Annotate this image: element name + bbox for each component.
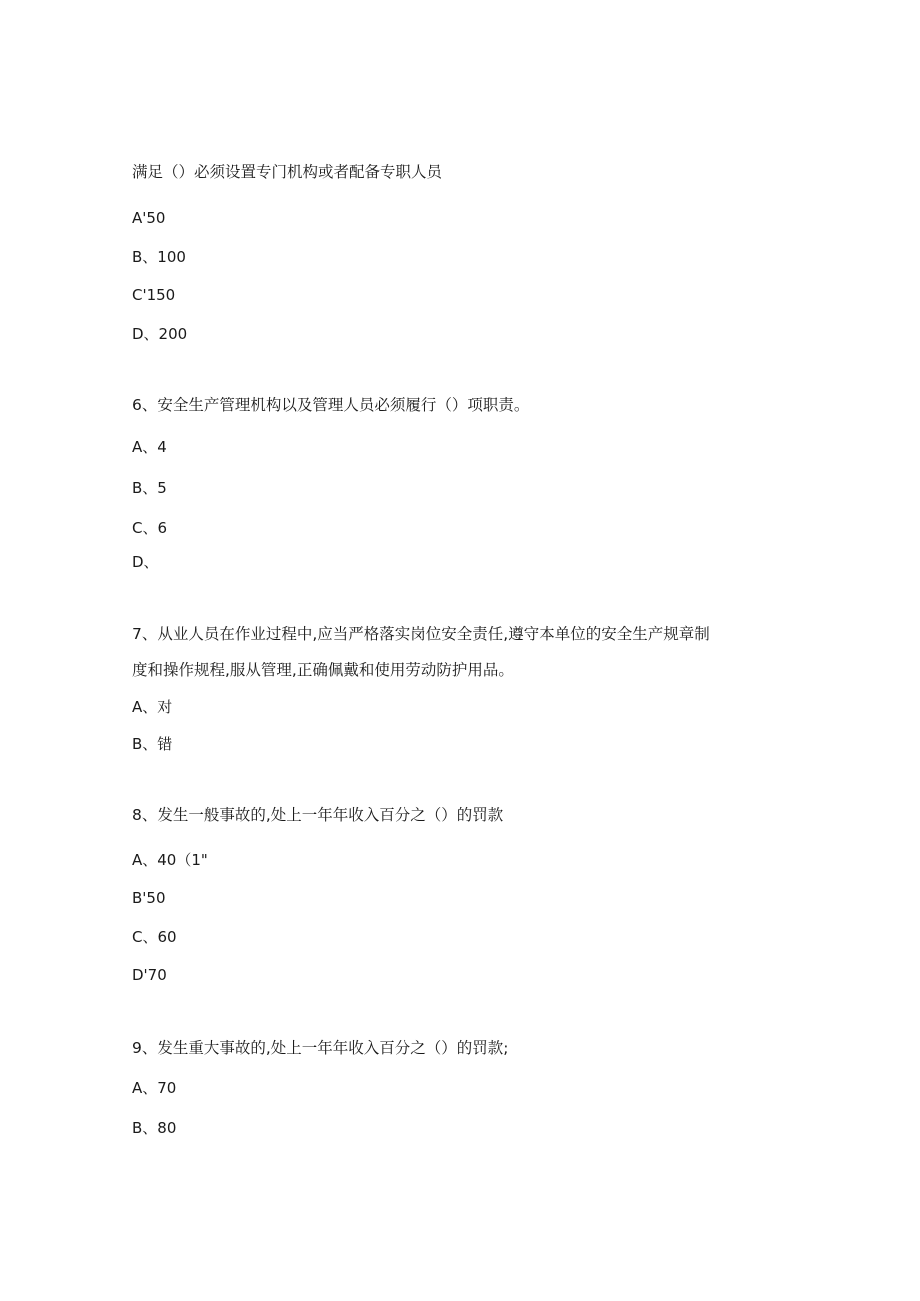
option-a: A、对 <box>132 698 173 716</box>
question-stem: 7、从业人员在作业过程中,应当严格落实岗位安全责任,遵守本单位的安全生产规章制 <box>132 625 710 643</box>
option-d: D、200 <box>132 325 188 343</box>
option-c: C、6 <box>132 519 168 537</box>
option-c: C、60 <box>132 928 177 946</box>
option-b: B、80 <box>132 1119 177 1137</box>
question-stem: 9、发生重大事故的,处上一年年收入百分之（）的罚款; <box>132 1039 509 1057</box>
option-c: C'150 <box>132 286 176 304</box>
option-b: B、5 <box>132 479 167 497</box>
question-stem: 8、发生一般事故的,处上一年年收入百分之（）的罚款 <box>132 806 504 824</box>
option-a: A、70 <box>132 1079 177 1097</box>
option-b: B、错 <box>132 735 173 753</box>
question-stem: 满足（）必须设置专门机构或者配备专职人员 <box>132 163 443 181</box>
question-stem: 6、安全生产管理机构以及管理人员必须履行（）项职责。 <box>132 396 530 414</box>
option-b: B、100 <box>132 248 186 266</box>
question-stem-continued: 度和操作规程,服从管理,正确佩戴和使用劳动防护用品。 <box>132 661 514 679</box>
option-b: B'50 <box>132 889 166 907</box>
option-a: A、40（1" <box>132 851 208 869</box>
option-d: D'70 <box>132 966 167 984</box>
option-a: A'50 <box>132 209 166 227</box>
option-a: A、4 <box>132 438 167 456</box>
option-d: D、 <box>132 553 159 571</box>
